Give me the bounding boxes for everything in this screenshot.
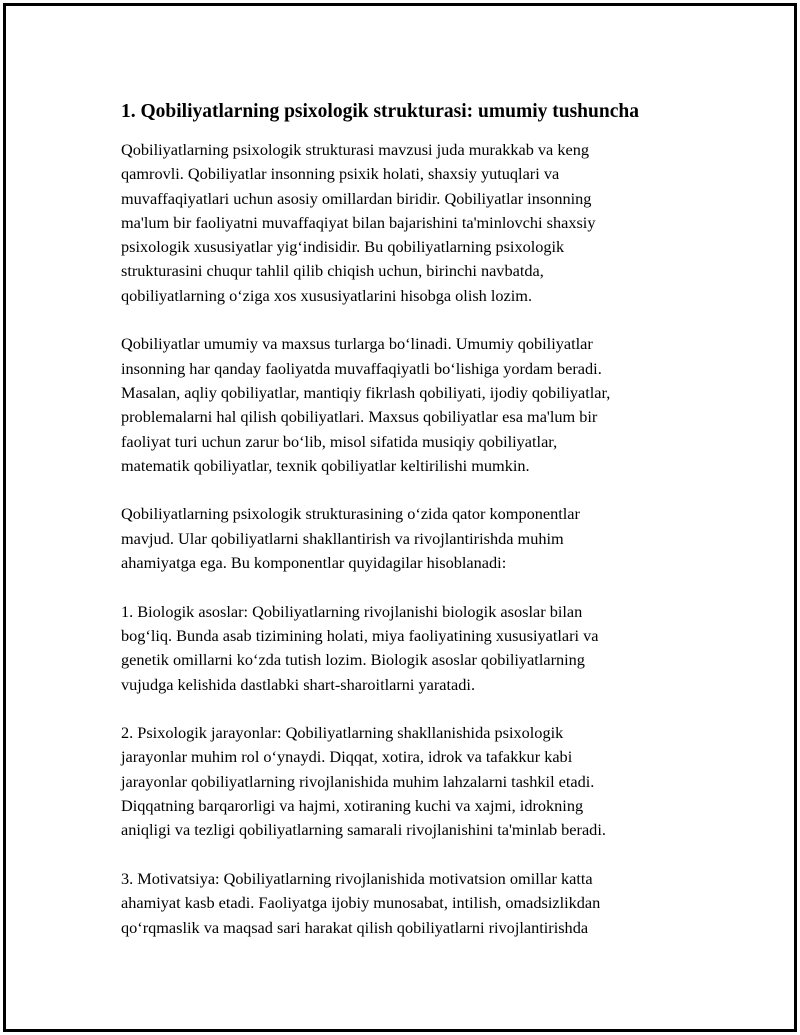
paragraph [121,600,701,697]
text-line: 2. Psixologik jarayonlar: Qobiliyatlarning shakllanishida psixologik [121,723,564,743]
text-line: Diqqatning barqarorligi va hajmi, xotiraning kuchi va xajmi, idrokning [121,796,584,816]
text-line: genetik omillarni ko‘zda tutish lozim. Biologik asoslar qobiliyatlarning [121,650,585,670]
text-line: jarayonlar qobiliyatlarning rivojlanishida muhim lahzalarni tashkil etadi. [121,771,595,791]
text-line: jarayonlar muhim rol o‘ynaydi. Diqqat, xotira, idrok va tafakkur kabi [121,747,573,767]
text-line: insonning har qanday faoliyatda muvaffaqiyatli bo‘lishiga yordam beradi. [121,358,602,378]
text-line: ahamiyat kasb etadi. Faoliyatga ijobiy munosabat, intilish, omadsizlikdan [121,893,601,913]
document-body [121,98,701,964]
text-line: ma'lum bir faoliyatni muvaffaqiyat bilan bajarishini ta'minlovchi shaxsiy [121,212,596,232]
text-line: Qobiliyatlarning psixologik strukturasi mavzusi juda murakkab va keng [121,140,589,159]
text-line: mavjud. Ular qobiliyatlarni shakllantirish va rivojlantirishda muhim [121,528,564,548]
text-line: Qobiliyatlar umumiy va maxsus turlarga bo‘linadi. Umumiy qobiliyatlar [121,334,593,354]
section-heading: 1. Qobiliyatlarning psixologik strukturasi: umumiy tushuncha [121,101,639,122]
text-line: qobiliyatlarning o‘ziga xos xususiyatlarini hisobga olish lozim. [121,285,533,305]
page-frame [3,3,797,1032]
text-line: psixologik xususiyatlar yig‘indisidir. Bu qobiliyatlarning psixologik [121,237,565,257]
text-line: Qobiliyatlarning psixologik strukturasining o‘zida qator komponentlar [121,504,580,524]
text-line: vujudga kelishida dastlabki shart-sharoitlarni yaratadi. [121,674,476,694]
text-line: Masalan, aqliy qobiliyatlar, mantiqiy fikrlash qobiliyati, ijodiy qobiliyatlar, [121,382,611,402]
text-line: 1. Biologik asoslar: Qobiliyatlarning rivojlanishi biologik asoslar bilan [121,601,583,621]
text-line: faoliyat turi uchun zarur bo‘lib, misol sifatida musiqiy qobiliyatlar, [121,431,558,451]
paragraph [121,332,701,478]
paragraph-list [121,138,701,940]
text-line: bog‘liq. Bunda asab tizimining holati, miya faoliyatining xususiyatlari va [121,625,599,645]
text-line: qo‘rqmaslik va maqsad sari harakat qilish qobiliyatlarni rivojlantirishda [121,917,589,937]
paragraph [121,867,701,940]
text-line: qamrovli. Qobiliyatlar insonning psixik holati, shaxsiy yutuqlari va [121,164,560,184]
text-line: aniqligi va tezligi qobiliyatlarning samarali rivojlanishini ta'minlab beradi. [121,820,606,840]
text-line: matematik qobiliyatlar, texnik qobiliyatlar keltirilishi mumkin. [121,455,530,475]
text-line: ahamiyatga ega. Bu komponentlar quyidagilar hisoblanadi: [121,553,507,573]
text-line: muvaffaqiyatlari uchun asosiy omillardan biridir. Qobiliyatlar insonning [121,188,592,208]
text-line: 3. Motivatsiya: Qobiliyatlarning rivojlanishida motivatsion omillar katta [121,868,593,888]
paragraph [121,502,701,575]
paragraph [121,721,701,842]
paragraph [121,138,701,308]
text-line: problemalarni hal qilish qobiliyatlari. Maxsus qobiliyatlar esa ma'lum bir [121,407,598,427]
text-line: strukturasini chuqur tahlil qilib chiqish uchun, birinchi navbatda, [121,261,544,281]
